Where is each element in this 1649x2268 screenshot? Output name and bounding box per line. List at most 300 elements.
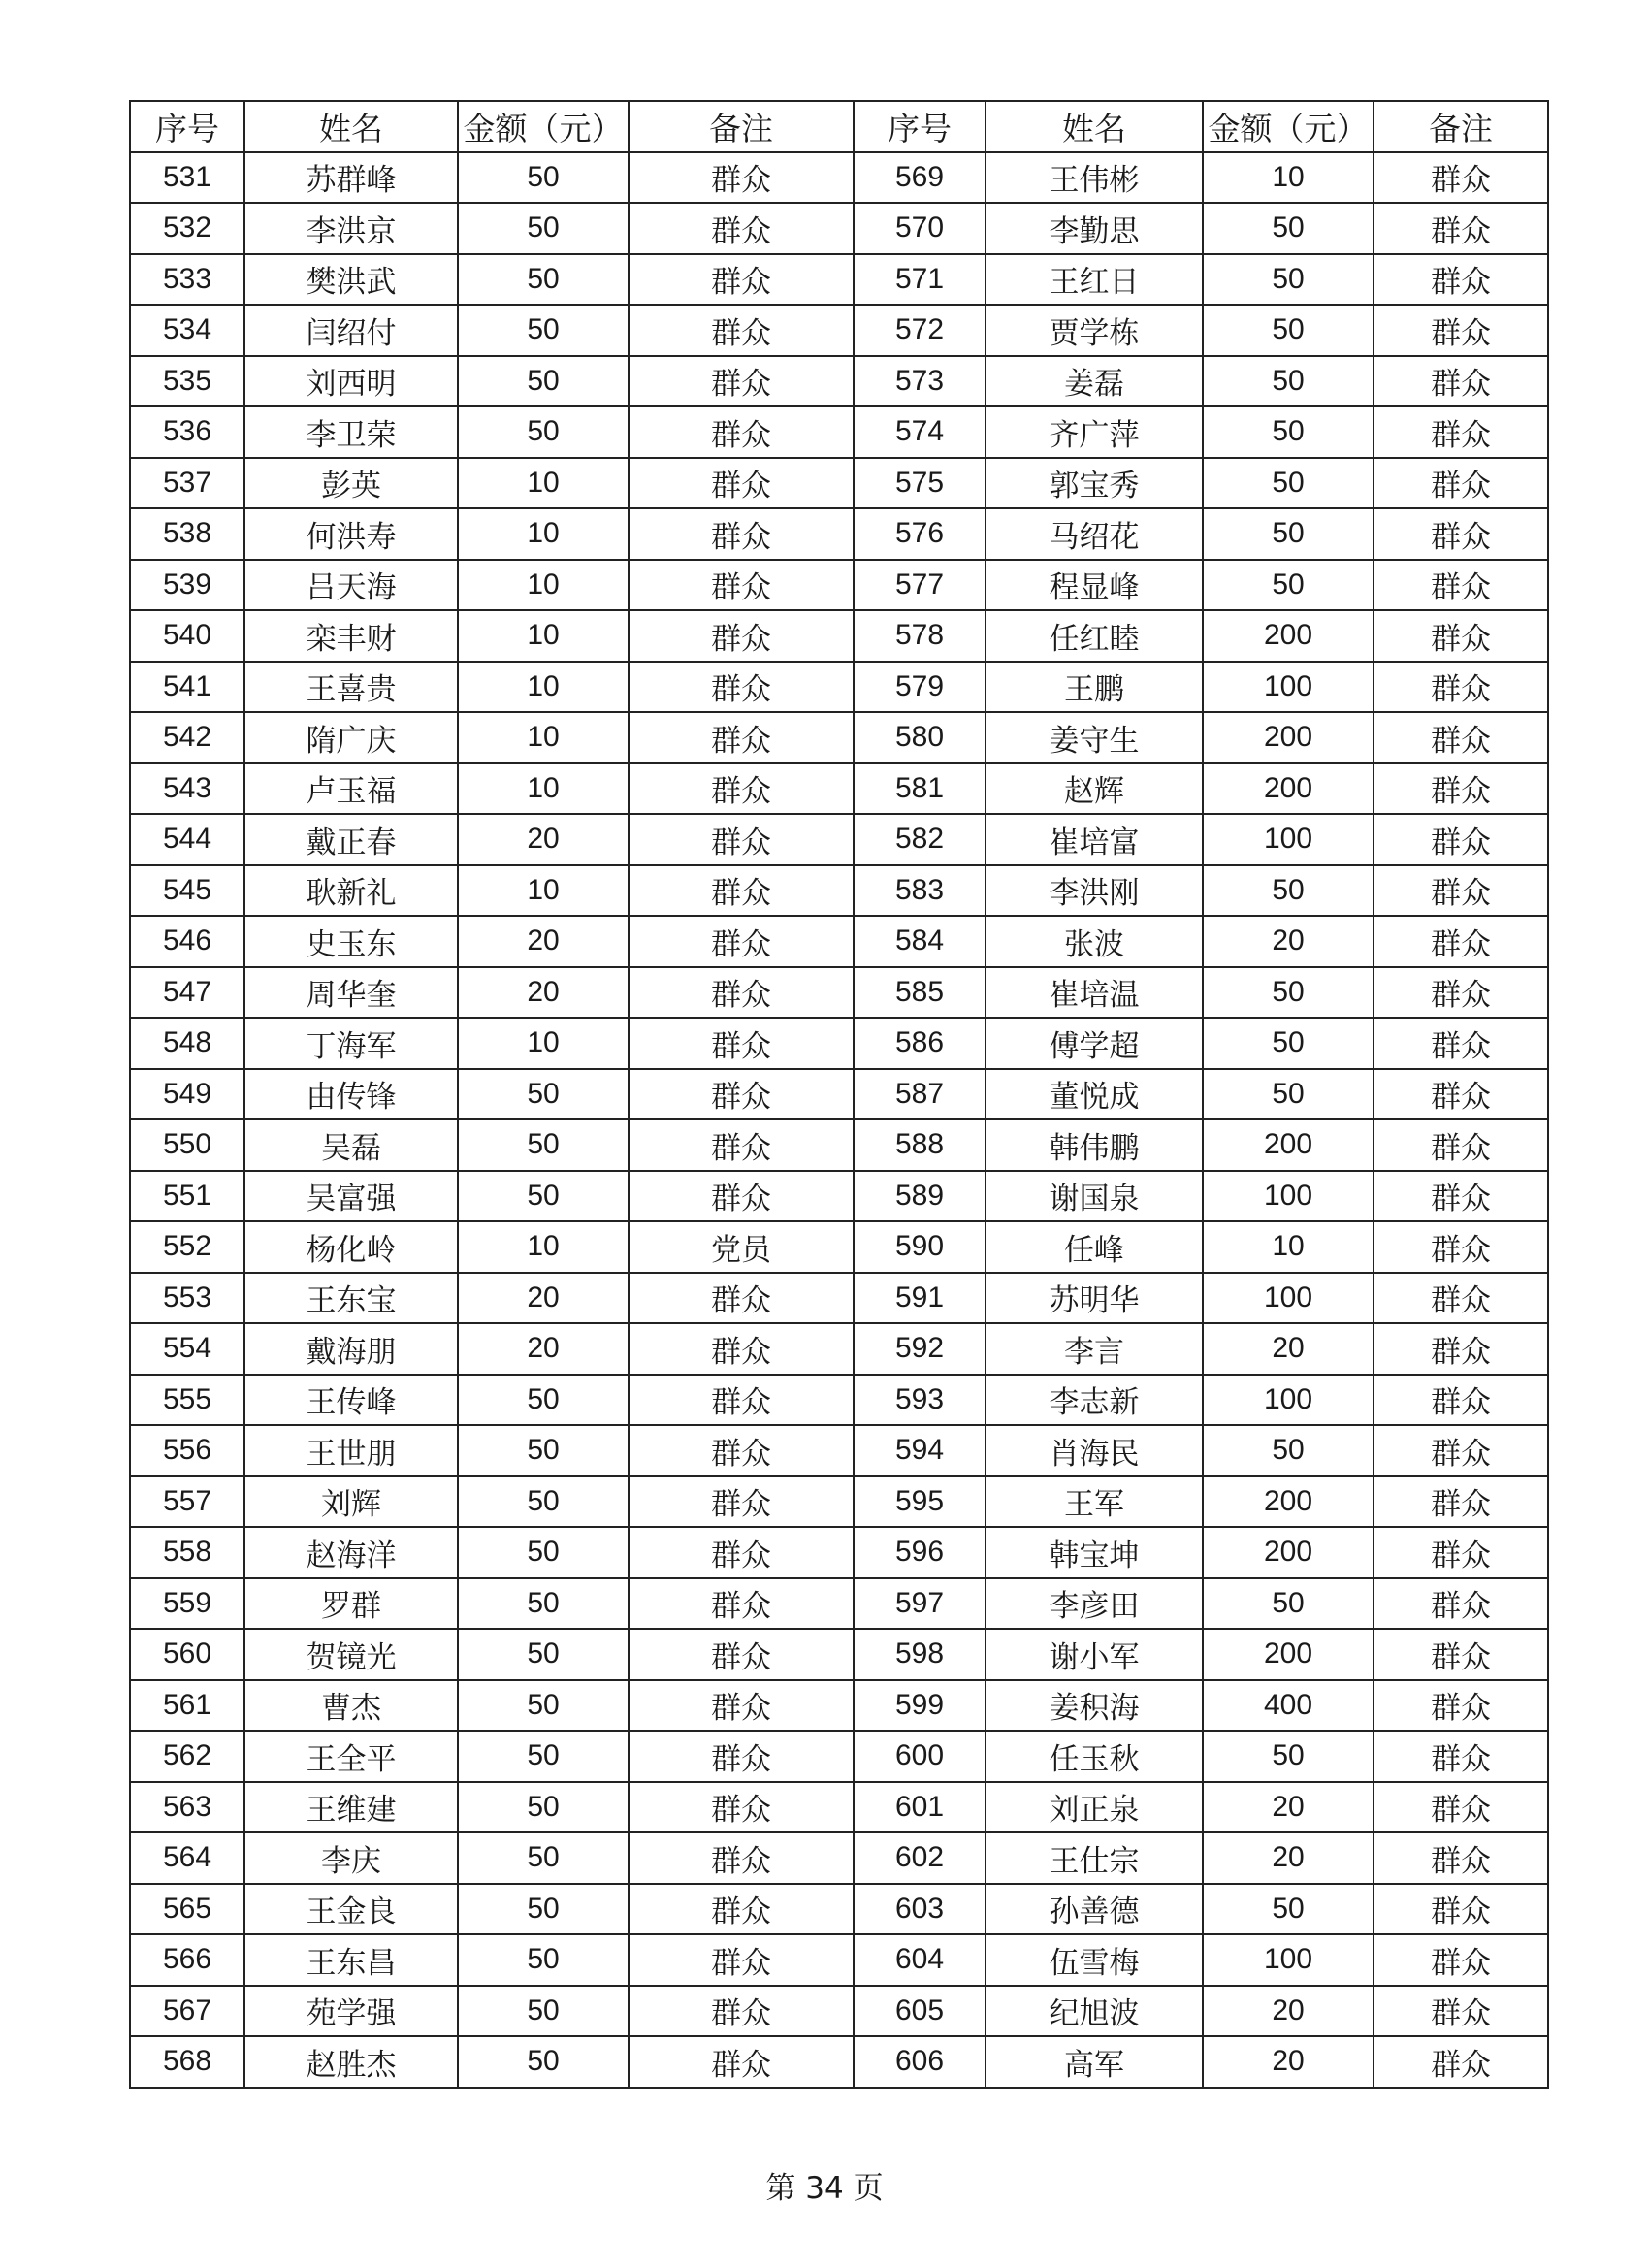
name-cell: 王金良 — [244, 1884, 458, 1935]
amount-cell: 100 — [1203, 1934, 1374, 1986]
amount-cell: 10 — [1203, 1221, 1374, 1273]
table-row — [130, 356, 1548, 407]
remark-cell: 群众 — [1374, 2036, 1548, 2088]
name-cell: 张波 — [986, 916, 1203, 967]
name-cell: 戴海朋 — [244, 1323, 458, 1375]
name-cell: 李卫荣 — [244, 406, 458, 458]
remark-cell: 群众 — [1374, 356, 1548, 407]
remark-cell: 群众 — [629, 560, 854, 611]
seq-cell: 605 — [854, 1986, 986, 2037]
remark-cell: 群众 — [629, 1273, 854, 1324]
amount-cell: 10 — [458, 712, 629, 763]
remark-cell: 群众 — [629, 305, 854, 356]
seq-cell: 566 — [130, 1934, 244, 1986]
name-cell: 程显峰 — [986, 560, 1203, 611]
remark-cell: 群众 — [1374, 1119, 1548, 1171]
remark-cell: 群众 — [629, 1069, 854, 1120]
seq-cell: 569 — [854, 152, 986, 204]
amount-cell: 10 — [458, 865, 629, 917]
amount-cell: 20 — [458, 1323, 629, 1375]
header-name-left: 姓名 — [244, 101, 458, 152]
amount-cell: 10 — [458, 662, 629, 713]
header-remark-right: 备注 — [1374, 101, 1548, 152]
table-row — [130, 508, 1548, 560]
amount-cell: 50 — [458, 1069, 629, 1120]
name-cell: 李庆 — [244, 1832, 458, 1884]
table-row — [130, 1782, 1548, 1833]
amount-cell: 10 — [458, 1221, 629, 1273]
remark-cell: 群众 — [1374, 1069, 1548, 1120]
name-cell: 崔培温 — [986, 967, 1203, 1019]
amount-cell: 100 — [1203, 1273, 1374, 1324]
remark-cell: 群众 — [629, 356, 854, 407]
amount-cell: 200 — [1203, 610, 1374, 662]
name-cell: 杨化岭 — [244, 1221, 458, 1273]
remark-cell: 群众 — [629, 865, 854, 917]
name-cell: 孙善德 — [986, 1884, 1203, 1935]
amount-cell: 50 — [458, 254, 629, 306]
table-row — [130, 1832, 1548, 1884]
name-cell: 李言 — [986, 1323, 1203, 1375]
table-row — [130, 1018, 1548, 1069]
seq-cell: 595 — [854, 1476, 986, 1528]
remark-cell: 群众 — [629, 1375, 854, 1426]
seq-cell: 604 — [854, 1934, 986, 1986]
amount-cell: 100 — [1203, 814, 1374, 865]
seq-cell: 535 — [130, 356, 244, 407]
remark-cell: 群众 — [1374, 1527, 1548, 1578]
remark-cell: 群众 — [1374, 305, 1548, 356]
amount-cell: 50 — [1203, 458, 1374, 509]
amount-cell: 50 — [458, 1680, 629, 1732]
amount-cell: 200 — [1203, 1119, 1374, 1171]
name-cell: 卢玉福 — [244, 763, 458, 815]
name-cell: 王维建 — [244, 1782, 458, 1833]
amount-cell: 20 — [1203, 1323, 1374, 1375]
remark-cell: 群众 — [629, 406, 854, 458]
amount-cell: 200 — [1203, 1629, 1374, 1680]
seq-cell: 586 — [854, 1018, 986, 1069]
table-row — [130, 1578, 1548, 1630]
name-cell: 樊洪武 — [244, 254, 458, 306]
remark-cell: 群众 — [1374, 406, 1548, 458]
table-row — [130, 1731, 1548, 1782]
name-cell: 赵海洋 — [244, 1527, 458, 1578]
amount-cell: 50 — [1203, 254, 1374, 306]
name-cell: 王鹏 — [986, 662, 1203, 713]
remark-cell: 群众 — [1374, 1832, 1548, 1884]
amount-cell: 50 — [1203, 1018, 1374, 1069]
seq-cell: 592 — [854, 1323, 986, 1375]
seq-cell: 574 — [854, 406, 986, 458]
table-header-row — [130, 101, 1548, 152]
name-cell: 齐广萍 — [986, 406, 1203, 458]
table-row — [130, 560, 1548, 611]
amount-cell: 50 — [1203, 560, 1374, 611]
amount-cell: 10 — [1203, 152, 1374, 204]
seq-cell: 588 — [854, 1119, 986, 1171]
seq-cell: 578 — [854, 610, 986, 662]
amount-cell: 400 — [1203, 1680, 1374, 1732]
table-row — [130, 1069, 1548, 1120]
remark-cell: 群众 — [1374, 1884, 1548, 1935]
name-cell: 王伟彬 — [986, 152, 1203, 204]
remark-cell: 群众 — [1374, 508, 1548, 560]
name-cell: 李彦田 — [986, 1578, 1203, 1630]
seq-cell: 600 — [854, 1731, 986, 1782]
name-cell: 周华奎 — [244, 967, 458, 1019]
remark-cell: 群众 — [1374, 1680, 1548, 1732]
remark-cell: 群众 — [629, 1323, 854, 1375]
remark-cell: 群众 — [1374, 814, 1548, 865]
header-seq-left: 序号 — [130, 101, 244, 152]
name-cell: 王仕宗 — [986, 1832, 1203, 1884]
table-row — [130, 1476, 1548, 1528]
seq-cell: 567 — [130, 1986, 244, 2037]
seq-cell: 582 — [854, 814, 986, 865]
table-row — [130, 203, 1548, 254]
table-row — [130, 662, 1548, 713]
amount-cell: 20 — [1203, 916, 1374, 967]
remark-cell: 群众 — [1374, 1986, 1548, 2037]
name-cell: 李洪京 — [244, 203, 458, 254]
name-cell: 马绍花 — [986, 508, 1203, 560]
table-row — [130, 763, 1548, 815]
remark-cell: 群众 — [629, 458, 854, 509]
seq-cell: 589 — [854, 1171, 986, 1222]
name-cell: 王喜贵 — [244, 662, 458, 713]
name-cell: 李洪刚 — [986, 865, 1203, 917]
remark-cell: 群众 — [629, 152, 854, 204]
seq-cell: 603 — [854, 1884, 986, 1935]
name-cell: 伍雪梅 — [986, 1934, 1203, 1986]
amount-cell: 50 — [1203, 1731, 1374, 1782]
seq-cell: 568 — [130, 2036, 244, 2088]
seq-cell: 580 — [854, 712, 986, 763]
amount-cell: 200 — [1203, 1527, 1374, 1578]
amount-cell: 20 — [1203, 2036, 1374, 2088]
remark-cell: 群众 — [629, 1934, 854, 1986]
seq-cell: 557 — [130, 1476, 244, 1528]
table-row — [130, 406, 1548, 458]
amount-cell: 50 — [1203, 305, 1374, 356]
amount-cell: 50 — [458, 356, 629, 407]
table-row — [130, 1425, 1548, 1476]
name-cell: 闫绍付 — [244, 305, 458, 356]
seq-cell: 538 — [130, 508, 244, 560]
seq-cell: 554 — [130, 1323, 244, 1375]
amount-cell: 100 — [1203, 1171, 1374, 1222]
amount-cell: 50 — [458, 1986, 629, 2037]
seq-cell: 598 — [854, 1629, 986, 1680]
amount-cell: 50 — [458, 1375, 629, 1426]
seq-cell: 565 — [130, 1884, 244, 1935]
header-remark-left: 备注 — [629, 101, 854, 152]
seq-cell: 599 — [854, 1680, 986, 1732]
remark-cell: 群众 — [629, 1986, 854, 2037]
remark-cell: 群众 — [1374, 1476, 1548, 1528]
remark-cell: 群众 — [629, 1171, 854, 1222]
seq-cell: 601 — [854, 1782, 986, 1833]
seq-cell: 550 — [130, 1119, 244, 1171]
seq-cell: 531 — [130, 152, 244, 204]
remark-cell: 群众 — [629, 1629, 854, 1680]
table-row — [130, 1375, 1548, 1426]
amount-cell: 20 — [458, 814, 629, 865]
remark-cell: 群众 — [629, 1832, 854, 1884]
amount-cell: 50 — [458, 1832, 629, 1884]
amount-cell: 50 — [458, 305, 629, 356]
amount-cell: 50 — [1203, 1069, 1374, 1120]
seq-cell: 561 — [130, 1680, 244, 1732]
remark-cell: 群众 — [1374, 1731, 1548, 1782]
remark-cell: 群众 — [629, 1476, 854, 1528]
name-cell: 姜磊 — [986, 356, 1203, 407]
table-row — [130, 1934, 1548, 1986]
name-cell: 李勤思 — [986, 203, 1203, 254]
seq-cell: 594 — [854, 1425, 986, 1476]
seq-cell: 581 — [854, 763, 986, 815]
name-cell: 赵胜杰 — [244, 2036, 458, 2088]
remark-cell: 群众 — [1374, 1273, 1548, 1324]
table-row — [130, 1119, 1548, 1171]
name-cell: 王传峰 — [244, 1375, 458, 1426]
amount-cell: 20 — [458, 1273, 629, 1324]
name-cell: 任峰 — [986, 1221, 1203, 1273]
name-cell: 韩伟鹏 — [986, 1119, 1203, 1171]
name-cell: 姜守生 — [986, 712, 1203, 763]
remark-cell: 群众 — [1374, 1934, 1548, 1986]
remark-cell: 群众 — [629, 254, 854, 306]
remark-cell: 群众 — [1374, 610, 1548, 662]
seq-cell: 562 — [130, 1731, 244, 1782]
name-cell: 李志新 — [986, 1375, 1203, 1426]
remark-cell: 群众 — [1374, 1018, 1548, 1069]
amount-cell: 50 — [1203, 1578, 1374, 1630]
table-row — [130, 1323, 1548, 1375]
remark-cell: 群众 — [629, 967, 854, 1019]
name-cell: 刘辉 — [244, 1476, 458, 1528]
remark-cell: 群众 — [1374, 763, 1548, 815]
amount-cell: 200 — [1203, 712, 1374, 763]
amount-cell: 50 — [458, 2036, 629, 2088]
remark-cell: 群众 — [629, 712, 854, 763]
remark-cell: 群众 — [1374, 1782, 1548, 1833]
seq-cell: 596 — [854, 1527, 986, 1578]
seq-cell: 552 — [130, 1221, 244, 1273]
amount-cell: 50 — [458, 1884, 629, 1935]
amount-cell: 50 — [458, 1425, 629, 1476]
seq-cell: 556 — [130, 1425, 244, 1476]
seq-cell: 563 — [130, 1782, 244, 1833]
remark-cell: 群众 — [629, 1731, 854, 1782]
seq-cell: 553 — [130, 1273, 244, 1324]
donation-table — [129, 100, 1549, 2089]
name-cell: 高军 — [986, 2036, 1203, 2088]
remark-cell: 群众 — [1374, 1578, 1548, 1630]
remark-cell: 群众 — [629, 1782, 854, 1833]
name-cell: 韩宝坤 — [986, 1527, 1203, 1578]
remark-cell: 群众 — [629, 1680, 854, 1732]
remark-cell: 群众 — [1374, 712, 1548, 763]
amount-cell: 20 — [458, 916, 629, 967]
name-cell: 苏群峰 — [244, 152, 458, 204]
name-cell: 姜积海 — [986, 1680, 1203, 1732]
seq-cell: 544 — [130, 814, 244, 865]
seq-cell: 570 — [854, 203, 986, 254]
amount-cell: 10 — [458, 458, 629, 509]
seq-cell: 602 — [854, 1832, 986, 1884]
amount-cell: 50 — [458, 1629, 629, 1680]
name-cell: 耿新礼 — [244, 865, 458, 917]
seq-cell: 593 — [854, 1375, 986, 1426]
table-row — [130, 2036, 1548, 2088]
seq-cell: 597 — [854, 1578, 986, 1630]
amount-cell: 200 — [1203, 1476, 1374, 1528]
remark-cell: 群众 — [1374, 254, 1548, 306]
name-cell: 吴磊 — [244, 1119, 458, 1171]
table-row — [130, 152, 1548, 204]
name-cell: 吕天海 — [244, 560, 458, 611]
remark-cell: 群众 — [629, 1119, 854, 1171]
remark-cell: 群众 — [1374, 1323, 1548, 1375]
seq-cell: 590 — [854, 1221, 986, 1273]
seq-cell: 576 — [854, 508, 986, 560]
amount-cell: 50 — [1203, 203, 1374, 254]
seq-cell: 559 — [130, 1578, 244, 1630]
name-cell: 王东宝 — [244, 1273, 458, 1324]
seq-cell: 551 — [130, 1171, 244, 1222]
amount-cell: 50 — [458, 1476, 629, 1528]
header-name-right: 姓名 — [986, 101, 1203, 152]
name-cell: 赵辉 — [986, 763, 1203, 815]
remark-cell: 群众 — [629, 1884, 854, 1935]
table-row — [130, 814, 1548, 865]
seq-cell: 564 — [130, 1832, 244, 1884]
remark-cell: 群众 — [629, 508, 854, 560]
name-cell: 罗群 — [244, 1578, 458, 1630]
amount-cell: 50 — [1203, 1425, 1374, 1476]
name-cell: 戴正春 — [244, 814, 458, 865]
name-cell: 纪旭波 — [986, 1986, 1203, 2037]
amount-cell: 50 — [458, 1527, 629, 1578]
remark-cell: 群众 — [629, 662, 854, 713]
remark-cell: 群众 — [1374, 865, 1548, 917]
name-cell: 丁海军 — [244, 1018, 458, 1069]
remark-cell: 群众 — [629, 203, 854, 254]
remark-cell: 群众 — [1374, 1425, 1548, 1476]
amount-cell: 10 — [458, 560, 629, 611]
seq-cell: 585 — [854, 967, 986, 1019]
name-cell: 栾丰财 — [244, 610, 458, 662]
table-row — [130, 1273, 1548, 1324]
name-cell: 王东昌 — [244, 1934, 458, 1986]
amount-cell: 50 — [1203, 356, 1374, 407]
table-row — [130, 712, 1548, 763]
table-row — [130, 305, 1548, 356]
name-cell: 隋广庆 — [244, 712, 458, 763]
seq-cell: 541 — [130, 662, 244, 713]
amount-cell: 50 — [458, 152, 629, 204]
table-row — [130, 254, 1548, 306]
seq-cell: 542 — [130, 712, 244, 763]
seq-cell: 606 — [854, 2036, 986, 2088]
remark-cell: 群众 — [1374, 916, 1548, 967]
seq-cell: 547 — [130, 967, 244, 1019]
amount-cell: 50 — [1203, 406, 1374, 458]
name-cell: 董悦成 — [986, 1069, 1203, 1120]
seq-cell: 546 — [130, 916, 244, 967]
table-row — [130, 1527, 1548, 1578]
remark-cell: 群众 — [629, 1578, 854, 1630]
seq-cell: 583 — [854, 865, 986, 917]
name-cell: 由传锋 — [244, 1069, 458, 1120]
seq-cell: 579 — [854, 662, 986, 713]
seq-cell: 558 — [130, 1527, 244, 1578]
remark-cell: 群众 — [1374, 203, 1548, 254]
remark-cell: 群众 — [1374, 662, 1548, 713]
seq-cell: 591 — [854, 1273, 986, 1324]
name-cell: 彭英 — [244, 458, 458, 509]
table-row — [130, 610, 1548, 662]
name-cell: 刘西明 — [244, 356, 458, 407]
name-cell: 何洪寿 — [244, 508, 458, 560]
amount-cell: 50 — [458, 1119, 629, 1171]
name-cell: 郭宝秀 — [986, 458, 1203, 509]
seq-cell: 539 — [130, 560, 244, 611]
seq-cell: 549 — [130, 1069, 244, 1120]
amount-cell: 50 — [458, 203, 629, 254]
name-cell: 苏明华 — [986, 1273, 1203, 1324]
seq-cell: 584 — [854, 916, 986, 967]
name-cell: 崔培富 — [986, 814, 1203, 865]
amount-cell: 50 — [1203, 865, 1374, 917]
header-amount-right: 金额（元） — [1203, 101, 1374, 152]
remark-cell: 群众 — [629, 610, 854, 662]
name-cell: 任红睦 — [986, 610, 1203, 662]
name-cell: 史玉东 — [244, 916, 458, 967]
name-cell: 曹杰 — [244, 1680, 458, 1732]
amount-cell: 20 — [1203, 1832, 1374, 1884]
header-seq-right: 序号 — [854, 101, 986, 152]
remark-cell: 群众 — [1374, 1629, 1548, 1680]
seq-cell: 577 — [854, 560, 986, 611]
remark-cell: 群众 — [1374, 152, 1548, 204]
amount-cell: 50 — [458, 1731, 629, 1782]
seq-cell: 532 — [130, 203, 244, 254]
table-row — [130, 1884, 1548, 1935]
seq-cell: 573 — [854, 356, 986, 407]
name-cell: 王军 — [986, 1476, 1203, 1528]
seq-cell: 560 — [130, 1629, 244, 1680]
name-cell: 谢小军 — [986, 1629, 1203, 1680]
remark-cell: 群众 — [1374, 560, 1548, 611]
remark-cell: 群众 — [629, 1018, 854, 1069]
amount-cell: 50 — [458, 1934, 629, 1986]
amount-cell: 100 — [1203, 662, 1374, 713]
remark-cell: 群众 — [1374, 967, 1548, 1019]
name-cell: 傅学超 — [986, 1018, 1203, 1069]
remark-cell: 群众 — [1374, 1221, 1548, 1273]
seq-cell: 540 — [130, 610, 244, 662]
seq-cell: 555 — [130, 1375, 244, 1426]
name-cell: 肖海民 — [986, 1425, 1203, 1476]
amount-cell: 50 — [1203, 967, 1374, 1019]
seq-cell: 533 — [130, 254, 244, 306]
seq-cell: 537 — [130, 458, 244, 509]
remark-cell: 党员 — [629, 1221, 854, 1273]
name-cell: 王全平 — [244, 1731, 458, 1782]
